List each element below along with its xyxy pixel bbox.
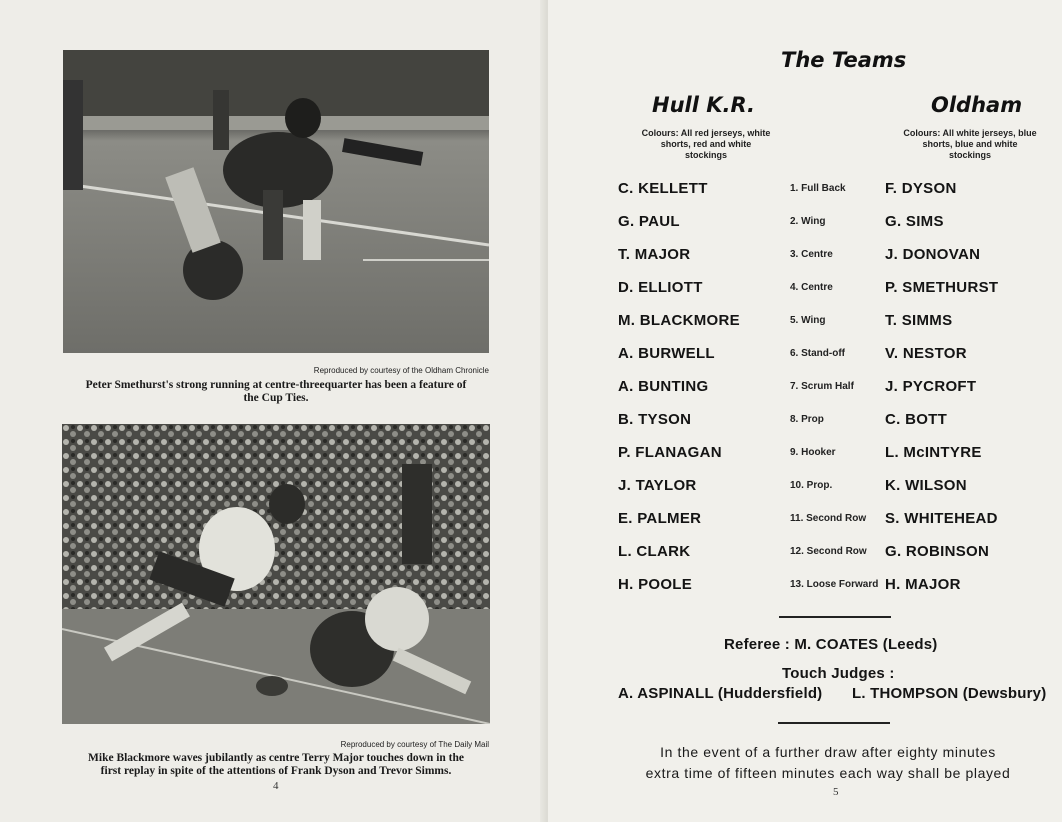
- extra-time-note: [608, 742, 1048, 784]
- lineup-row: [548, 212, 1062, 245]
- home-player: G. PAUL: [618, 213, 680, 230]
- photo1-caption-line1: Peter Smethurst's strong running at centre-threequarter has been a feature of: [85, 379, 467, 391]
- lineup-row: [548, 377, 1062, 410]
- home-colours-line2: shorts, red and white: [660, 139, 752, 149]
- home-colours-line3: stockings: [684, 150, 727, 160]
- away-player: G. SIMS: [885, 213, 944, 230]
- photo-tackle-image: [63, 50, 489, 353]
- photo1-credit: Reproduced by courtesy of the Oldham Chronicle: [313, 366, 489, 375]
- away-player: T. SIMMS: [885, 312, 953, 329]
- photo1-caption: [60, 379, 492, 405]
- home-player: A. BURWELL: [618, 345, 715, 362]
- home-player: M. BLACKMORE: [618, 312, 740, 329]
- photo1-caption-line2: the Cup Ties.: [243, 392, 309, 404]
- photo2-caption: [60, 752, 492, 778]
- home-player: E. PALMER: [618, 510, 702, 527]
- home-team-colours: [616, 128, 796, 161]
- photo2-credit: Reproduced by courtesy of The Daily Mail: [340, 740, 489, 749]
- position-label: 1. Full Back: [790, 183, 846, 194]
- position-label: 4. Centre: [790, 282, 833, 293]
- lineup-row: [548, 245, 1062, 278]
- touch-judges-label: Touch Judges :: [782, 665, 895, 682]
- left-page-number: 4: [273, 780, 279, 792]
- away-player: P. SMETHURST: [885, 279, 999, 296]
- lineup-row: [548, 476, 1062, 509]
- lineup-row: [548, 575, 1062, 608]
- away-player: F. DYSON: [885, 180, 957, 197]
- position-label: 3. Centre: [790, 249, 833, 260]
- away-player: G. ROBINSON: [885, 543, 990, 560]
- position-label: 6. Stand-off: [790, 348, 845, 359]
- home-player: T. MAJOR: [618, 246, 691, 263]
- position-label: 5. Wing: [790, 315, 826, 326]
- touch-judge-1: A. ASPINALL (Huddersfield): [618, 685, 823, 702]
- away-player: J. DONOVAN: [885, 246, 981, 263]
- photo-blackmore-try: [62, 424, 490, 724]
- position-label: 2. Wing: [790, 216, 826, 227]
- home-player: D. ELLIOTT: [618, 279, 703, 296]
- home-player: J. TAYLOR: [618, 477, 697, 494]
- lineup-row: [548, 509, 1062, 542]
- position-label: 9. Hooker: [790, 447, 836, 458]
- home-player: A. BUNTING: [618, 378, 709, 395]
- photo-try-image: [62, 424, 490, 724]
- position-label: 12. Second Row: [790, 546, 867, 557]
- away-player: C. BOTT: [885, 411, 948, 428]
- photo-tackle-smethurst: [63, 50, 489, 353]
- home-player: H. POOLE: [618, 576, 693, 593]
- away-colours-line2: shorts, blue and white: [922, 139, 1018, 149]
- lineup-row: [548, 278, 1062, 311]
- position-label: 8. Prop: [790, 414, 824, 425]
- photo2-caption-line2: first replay in spite of the attentions of Frank Dyson and Trevor Simms.: [100, 765, 452, 777]
- away-colours-line1: Colours: All white jerseys, blue: [903, 128, 1037, 138]
- away-player: J. PYCROFT: [885, 378, 977, 395]
- away-player: L. McINTYRE: [885, 444, 982, 461]
- home-team-name: Hull K.R.: [652, 93, 756, 117]
- position-label: 13. Loose Forward: [790, 579, 879, 590]
- away-team-name: Oldham: [931, 93, 1023, 117]
- lineup-row: [548, 410, 1062, 443]
- photo2-caption-line1: Mike Blackmore waves jubilantly as centre Terry Major touches down in the: [88, 752, 464, 764]
- away-player: K. WILSON: [885, 477, 967, 494]
- right-page: [548, 0, 1062, 822]
- position-label: 10. Prop.: [790, 480, 833, 491]
- lineup-row: [548, 179, 1062, 212]
- page-title: The Teams: [781, 48, 907, 72]
- lineup-row: [548, 344, 1062, 377]
- home-colours-line1: Colours: All red jerseys, white: [641, 128, 771, 138]
- home-player: P. FLANAGAN: [618, 444, 722, 461]
- touch-judge-2: L. THOMPSON (Dewsbury): [852, 685, 1047, 702]
- lineup-row: [548, 542, 1062, 575]
- extra-time-note-line2: extra time of fifteen minutes each way shall be played: [645, 765, 1011, 781]
- divider-rule: [778, 722, 890, 724]
- lineup-row: [548, 311, 1062, 344]
- away-colours-line3: stockings: [948, 150, 991, 160]
- away-player: S. WHITEHEAD: [885, 510, 998, 527]
- away-player: H. MAJOR: [885, 576, 961, 593]
- away-player: V. NESTOR: [885, 345, 967, 362]
- home-player: C. KELLETT: [618, 180, 708, 197]
- referee: Referee : M. COATES (Leeds): [724, 636, 938, 653]
- home-player: B. TYSON: [618, 411, 692, 428]
- right-page-number: 5: [833, 786, 839, 798]
- lineup-row: [548, 443, 1062, 476]
- away-team-colours: [880, 128, 1060, 161]
- extra-time-note-line1: In the event of a further draw after eighty minutes: [660, 744, 996, 760]
- home-player: L. CLARK: [618, 543, 691, 560]
- position-label: 7. Scrum Half: [790, 381, 854, 392]
- divider-rule: [779, 616, 891, 618]
- position-label: 11. Second Row: [790, 513, 867, 524]
